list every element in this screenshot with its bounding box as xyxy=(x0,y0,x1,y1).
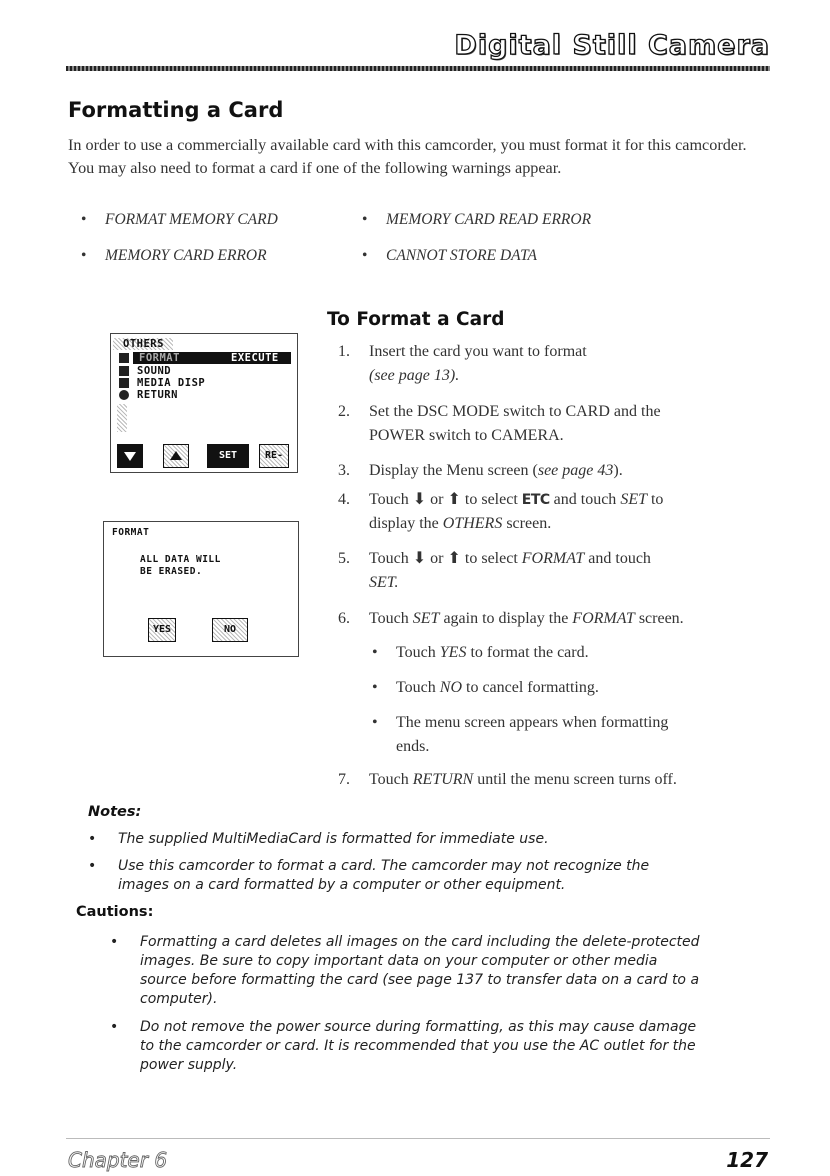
others-menu-screen xyxy=(110,333,298,473)
warning-item: • CANNOT STORE DATA xyxy=(362,247,538,264)
format-confirm-screen xyxy=(103,521,299,657)
page-number: 127 xyxy=(726,1148,768,1172)
step-5: 5. Touch ⬇ or ⬆ to select FORMAT and touch SET. xyxy=(338,550,651,591)
footer-rule xyxy=(66,1138,770,1139)
warning-item: • MEMORY CARD READ ERROR xyxy=(362,211,592,228)
others-item-sound: SOUND xyxy=(137,365,172,377)
caution-item: • Formatting a card deletes all images on the card including the delete-protected images. Be sure to copy important data on your computer or other media source before formatting the card (see page 137 to transfer data on a card to a computer). xyxy=(110,934,700,1007)
header-rule xyxy=(66,66,770,71)
execute-label: EXECUTE xyxy=(231,352,279,364)
set-button: SET xyxy=(207,444,249,468)
down-arrow-button xyxy=(117,444,143,468)
media-icon xyxy=(119,378,129,388)
return-button: RE- xyxy=(259,444,289,468)
section-title: Formatting a Card xyxy=(68,98,284,122)
step-3: 3. Display the Menu screen (see page 43). xyxy=(338,462,623,479)
format-warning-line-2: BE ERASED. xyxy=(140,566,203,577)
step-7: 7. Touch RETURN until the menu screen turns off. xyxy=(338,771,677,788)
cautions-heading: Cautions: xyxy=(76,904,154,920)
step-4: 4. Touch ⬇ or ⬆ to select ETC and touch SET to display the OTHERS screen. xyxy=(338,491,664,532)
intro-paragraph: In order to use a commercially available card with this camcorder, you must format it for this camcorder. You may also need to format a card if one of the following warnings appear. xyxy=(68,136,747,177)
step-2: 2. Set the DSC MODE switch to CARD and the POWER switch to CAMERA. xyxy=(338,403,661,444)
format-warning-line-1: ALL DATA WILL xyxy=(140,554,221,565)
up-arrow-icon xyxy=(169,449,183,463)
caution-item: • Do not remove the power source during formatting, as this may cause damage to the camcorder or card. It is recommended that you use the AC outlet for the power supply. xyxy=(110,1019,697,1073)
note-item: • Use this camcorder to format a card. The camcorder may not recognize the images on a card formatted by a computer or other equipment. xyxy=(88,858,650,893)
others-item-format: FORMAT xyxy=(139,352,180,364)
etc-icon: ETC xyxy=(521,492,550,508)
down-arrow-icon xyxy=(123,449,137,463)
warning-item: • FORMAT MEMORY CARD xyxy=(81,211,278,228)
step-1: 1. Insert the card you want to format (see page 13). xyxy=(338,343,587,384)
note-item: • The supplied MultiMediaCard is formatted for immediate use. xyxy=(88,831,549,847)
sub-bullet-ends: • The menu screen appears when formatting ends. xyxy=(372,714,669,755)
sound-icon xyxy=(119,366,129,376)
format-screen-title: FORMAT xyxy=(112,527,150,538)
running-header-title: Digital Still Camera xyxy=(454,30,770,61)
sub-bullet-no: • Touch NO to cancel formatting. xyxy=(372,679,599,696)
warning-item: • MEMORY CARD ERROR xyxy=(81,247,267,264)
return-icon xyxy=(119,390,129,400)
notes-heading: Notes: xyxy=(88,804,142,820)
step-6: 6. Touch SET again to display the FORMAT screen. xyxy=(338,610,684,627)
others-item-media-disp: MEDIA DISP xyxy=(137,377,206,389)
others-item-return: RETURN xyxy=(137,389,178,401)
footer-chapter: Chapter 6 xyxy=(68,1148,168,1172)
sub-bullet-yes: • Touch YES to format the card. xyxy=(372,644,589,661)
procedure-title: To Format a Card xyxy=(327,309,505,330)
up-arrow-button xyxy=(163,444,189,468)
yes-button: YES xyxy=(148,618,176,642)
others-screen-title: OTHERS xyxy=(123,338,164,350)
no-button: NO xyxy=(212,618,248,642)
format-icon xyxy=(119,353,129,363)
